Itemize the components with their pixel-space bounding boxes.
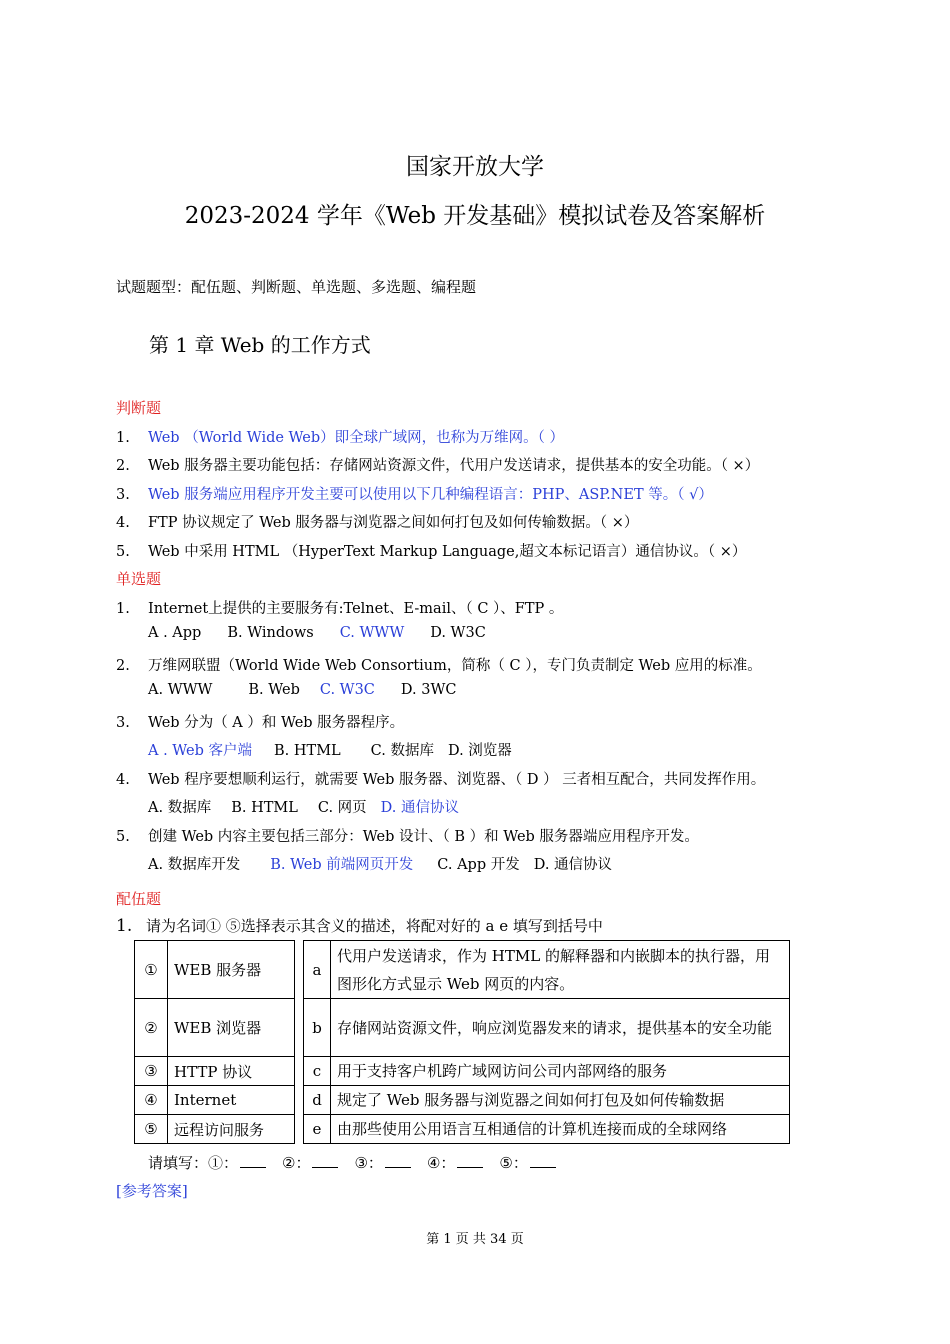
table-row <box>135 999 790 1057</box>
term-number: ② <box>135 999 168 1057</box>
desc-cell: 代用户发送请求，作为 HTML 的解释器和内嵌脚本的执行器，用图形化方式显示 Web 网页的内容。 <box>331 941 790 999</box>
answer-blank[interactable] <box>530 1153 556 1168</box>
fill-label: ③： <box>354 1154 383 1172</box>
document-subtitle: 2023-2024 学年《Web 开发基础》模拟试卷及答案解析 <box>184 203 766 229</box>
option: C. App 开发 <box>437 857 520 873</box>
item-number: 3. <box>116 487 130 503</box>
instruction-text: 请为名词① ⑤选择表示其含义的描述，将配对好的 a e 填写到括号中 <box>146 917 603 935</box>
question-number: 1. <box>116 601 130 617</box>
question-number: 3. <box>116 715 130 731</box>
question-text: Web 分为（ A ）和 Web 服务器程序。 <box>148 715 405 731</box>
desc-cell: 规定了 Web 服务器与浏览器之间如何打包及如何传输数据 <box>331 1086 790 1115</box>
fill-label: ⑤： <box>499 1154 528 1172</box>
section-heading-judgment: 判断题 <box>116 399 162 417</box>
answer-blank[interactable] <box>457 1153 483 1168</box>
judgment-item <box>116 540 746 561</box>
question-text: 创建 Web 内容主要包括三部分：Web 设计、（ B ）和 Web 服务器端应用程序开发。 <box>148 829 699 845</box>
item-text: Web 服务器主要功能包括：存储网站资源文件，代用户发送请求，提供基本的安全功能。（ ×） <box>148 458 760 474</box>
judgment-item <box>116 454 759 475</box>
option-row <box>148 739 512 760</box>
term-cell: HTTP 协议 <box>168 1057 295 1086</box>
answer-blank[interactable] <box>312 1153 338 1168</box>
question-text: Internet上提供的主要服务有:Telnet、E-mail、（ C ）、FTP 。 <box>148 601 564 617</box>
reference-answer-label: [参考答案] <box>116 1182 188 1200</box>
document-title: 国家开放大学 <box>406 154 544 180</box>
option-row <box>148 682 456 698</box>
question-types-line: 试题题型：配伍题、判断题、单选题、多选题、编程题 <box>116 278 477 296</box>
option: A. WWW <box>148 682 213 698</box>
question-stem <box>116 711 404 732</box>
desc-letter: c <box>304 1057 331 1086</box>
table-row <box>135 1057 790 1086</box>
item-text: FTP 协议规定了 Web 服务器与浏览器之间如何打包及如何传输数据。（ ×） <box>148 515 639 531</box>
option-row <box>148 796 459 817</box>
matching-table <box>134 940 790 1144</box>
option: C. 网页 <box>317 800 367 816</box>
question-stem <box>116 825 699 846</box>
option: A. 数据库开发 <box>148 857 241 873</box>
option: A. 数据库 <box>148 800 212 816</box>
page-footer: 第 1 页 共 34 页 <box>426 1232 524 1247</box>
item-text: Web 中采用 HTML （HyperText Markup Language,超文本标记语言）通信协议。（ ×） <box>148 544 747 560</box>
judgment-item <box>116 426 564 447</box>
gap-cell <box>295 941 304 999</box>
fill-label: ②： <box>282 1154 311 1172</box>
item-number: 5. <box>116 544 130 560</box>
option: A . App <box>148 625 202 641</box>
term-cell: WEB 服务器 <box>168 941 295 999</box>
answer-blank[interactable] <box>385 1153 411 1168</box>
option: D. 3WC <box>400 682 457 698</box>
term-cell: Internet <box>168 1086 295 1115</box>
option-row <box>148 853 612 874</box>
judgment-item <box>116 511 638 532</box>
section-heading-single-choice: 单选题 <box>116 570 162 588</box>
item-text: Web （World Wide Web）即全球广域网，也称为万维网。（ ） <box>148 430 565 446</box>
fill-in-line <box>148 1152 572 1173</box>
answer-blank[interactable] <box>240 1153 266 1168</box>
table-row <box>135 1086 790 1115</box>
question-text: 万维网联盟（World Wide Web Consortium，简称（ C ），专门负责制定 Web 应用的标准。 <box>148 658 762 674</box>
matching-instruction <box>116 915 603 936</box>
judgment-item <box>116 483 713 504</box>
term-number: ③ <box>135 1057 168 1086</box>
desc-letter: d <box>304 1086 331 1115</box>
question-number: 2. <box>116 658 130 674</box>
option: C. 数据库 <box>370 743 434 759</box>
chapter-title: 第 1 章 Web 的工作方式 <box>149 333 371 357</box>
term-number: ⑤ <box>135 1115 168 1144</box>
desc-letter: a <box>304 941 331 999</box>
desc-letter: e <box>304 1115 331 1144</box>
question-text: Web 程序要想顺利运行，就需要 Web 服务器、浏览器、（ D ） 三者相互配合，共同发挥作用。 <box>148 772 766 788</box>
section-heading-matching: 配伍题 <box>116 890 162 908</box>
option-correct: B. Web 前端网页开发 <box>270 857 414 873</box>
table-row <box>135 941 790 999</box>
option-correct: C. WWW <box>339 625 405 641</box>
question-number: 5. <box>116 829 130 845</box>
desc-cell: 由那些使用公用语言互相通信的计算机连接而成的全球网络 <box>331 1115 790 1144</box>
gap-cell <box>295 1115 304 1144</box>
option: B. HTML <box>274 743 341 759</box>
fill-label: ④： <box>426 1154 456 1172</box>
fill-prefix: 请填写： <box>148 1154 209 1172</box>
desc-cell: 存储网站资源文件，响应浏览器发来的请求，提供基本的安全功能 <box>331 999 790 1057</box>
fill-label: ①： <box>208 1154 239 1172</box>
table-row <box>135 1115 790 1144</box>
item-number: 2. <box>116 458 130 474</box>
question-stem <box>116 654 762 675</box>
question-number: 1. <box>116 916 133 936</box>
item-text: Web 服务端应用程序开发主要可以使用以下几种编程语言：PHP、ASP.NET 等。（ √） <box>148 487 713 503</box>
option-row <box>148 625 486 641</box>
term-cell: WEB 浏览器 <box>168 999 295 1057</box>
option: D. W3C <box>430 625 486 641</box>
option-correct: A . Web 客户端 <box>148 743 252 759</box>
gap-cell <box>295 1086 304 1115</box>
desc-cell: 用于支持客户机跨广域网访问公司内部网络的服务 <box>331 1057 790 1086</box>
gap-cell <box>295 999 304 1057</box>
option: D. 浏览器 <box>447 743 512 759</box>
option: D. 通信协议 <box>533 857 613 873</box>
option-correct: C. W3C <box>319 682 375 698</box>
question-stem <box>116 597 563 618</box>
option: B. Web <box>248 682 300 698</box>
question-number: 4. <box>116 772 130 788</box>
item-number: 1. <box>116 430 130 446</box>
option: B. HTML <box>231 800 298 816</box>
desc-letter: b <box>304 999 331 1057</box>
term-cell: 远程访问服务 <box>168 1115 295 1144</box>
option-correct: D. 通信协议 <box>380 800 459 816</box>
option: B. Windows <box>227 625 314 641</box>
gap-cell <box>295 1057 304 1086</box>
question-stem <box>116 768 765 789</box>
term-number: ④ <box>135 1086 168 1115</box>
term-number: ① <box>135 941 168 999</box>
item-number: 4. <box>116 515 130 531</box>
